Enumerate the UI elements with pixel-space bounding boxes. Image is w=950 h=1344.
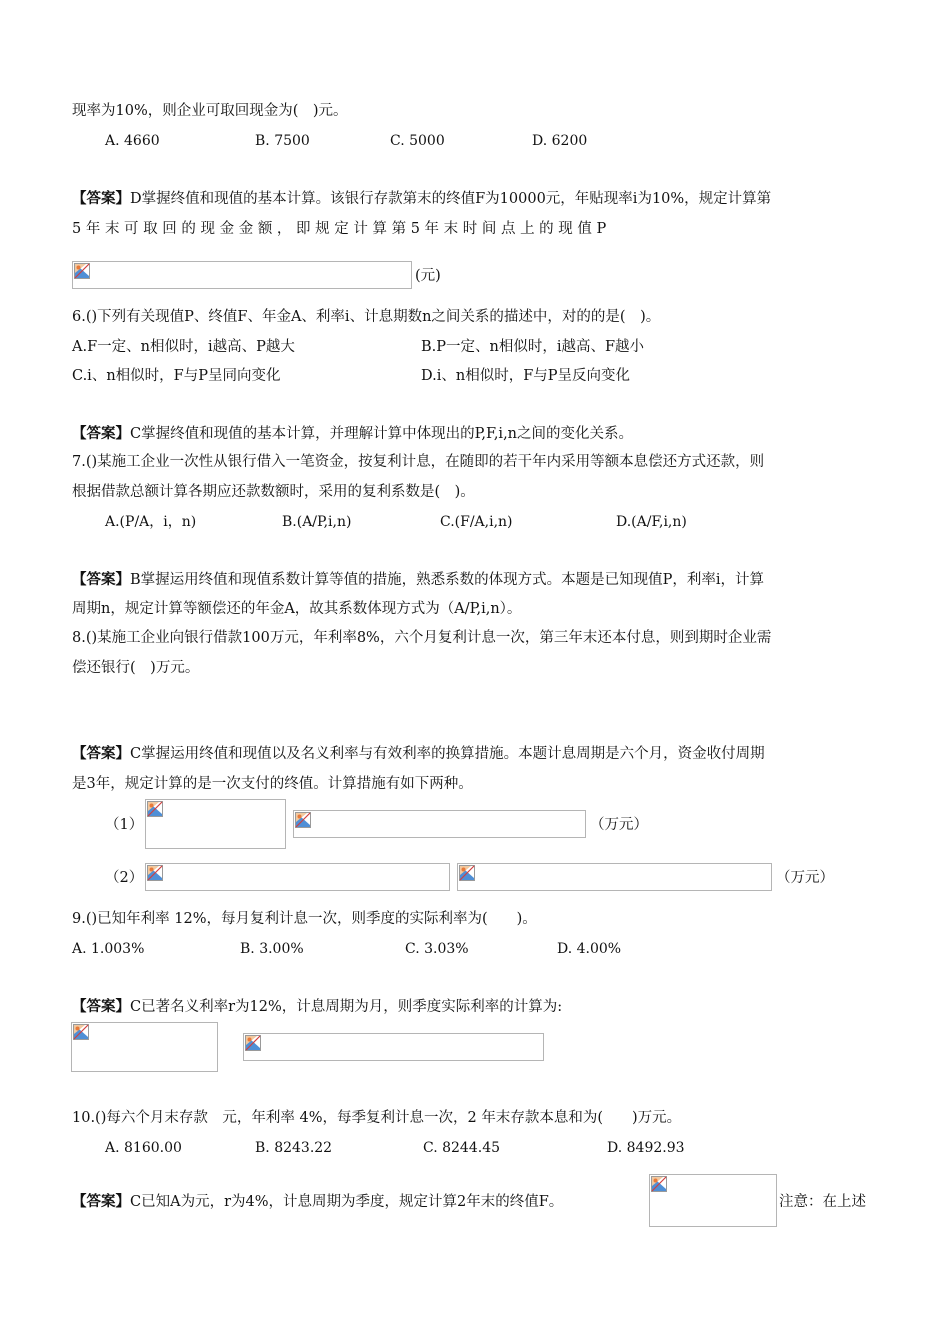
answer-tag: 【答案】 — [72, 425, 130, 442]
q6-option-c: C.i、n相似时，F与P呈同向变化 — [72, 368, 281, 384]
answer10-text: C已知A为元，r为4%，计息周期为季度，规定计算2年末的终值F。 — [130, 1194, 564, 1210]
q9-option-b: B. 3.00% — [240, 941, 304, 957]
answer-tag: 【答案】 — [72, 745, 130, 762]
q9-option-d: D. 4.00% — [557, 941, 622, 957]
answer10-tail: 注意：在上述 — [779, 1194, 866, 1210]
q6-option-b: B.P一定、n相似时，i越高、F越小 — [421, 339, 645, 355]
broken-image-icon — [73, 1024, 89, 1040]
question7-line1: 7.()某施工企业一次性从银行借入一笔资金，按复利计息，在随即的若干年内采用等额本息偿还方式还款，则 — [72, 454, 765, 470]
q9-option-c: C. 3.03% — [405, 941, 469, 957]
answer-tag: 【答案】 — [72, 1193, 130, 1210]
answer8-text: C掌握运用终值和现值以及名义利率与有效利率的换算措施。本题计息周期是六个月，资金收付周期 — [130, 746, 765, 762]
q10-option-a: A. 8160.00 — [105, 1140, 182, 1156]
answer7 — [72, 570, 764, 590]
q6-option-a: A.F一定、n相似时，i越高、P越大 — [72, 339, 295, 355]
q10-option-c: C. 8244.45 — [423, 1140, 501, 1156]
answer5-text: D掌握终值和现值的基本计算。该银行存款第末的终值F为10000元，年贴现率i为10%，规定计算第 — [130, 191, 772, 207]
broken-image-icon — [74, 263, 90, 279]
method2-unit: （万元） — [776, 870, 834, 886]
broken-image-icon — [147, 865, 163, 881]
broken-image-icon — [245, 1035, 261, 1051]
q10-option-b: B. 8243.22 — [255, 1140, 333, 1156]
answer6-text: C掌握终值和现值的基本计算，并理解计算中体现出的P,F,i,n之间的变化关系。 — [130, 426, 634, 442]
formula-image — [145, 799, 286, 849]
question6: 6.()下列有关现值P、终值F、年金A、利率i、计息期数n之间关系的描述中，对的的是( )。 — [72, 309, 661, 325]
answer9-text: C已著名义利率r为12%，计息周期为月，则季度实际利率的计算为: — [130, 999, 563, 1015]
question8-line1: 8.()某施工企业向银行借款100万元，年利率8%，六个月复利计息一次，第三年末还本付息，则到期时企业需 — [72, 630, 772, 646]
answer10 — [72, 1192, 563, 1212]
method2-label: （2） — [105, 870, 144, 886]
answer9 — [72, 997, 562, 1017]
question10: 10.()每六个月末存款 元，年利率 4%，每季复利计息一次，2 年末存款本息和为( )万元。 — [72, 1110, 682, 1126]
method1-unit: （万元） — [590, 817, 648, 833]
formula-image — [72, 261, 412, 289]
q7-option-b: B.(A/P,i,n) — [282, 514, 352, 530]
q7-option-d: D.(A/F,i,n) — [616, 514, 687, 530]
formula-image — [293, 810, 586, 838]
formula-image — [649, 1174, 777, 1227]
answer-tag: 【答案】 — [72, 190, 130, 207]
broken-image-icon — [459, 865, 475, 881]
formula-image — [457, 863, 772, 891]
q5-option-b: B. 7500 — [255, 133, 310, 149]
q7-option-a: A.(P/A，i，n) — [105, 514, 197, 530]
q9-option-a: A. 1.003% — [72, 941, 145, 957]
question9: 9.()已知年利率 12%，每月复利计息一次，则季度的实际利率为( )。 — [72, 911, 537, 927]
question8-line2: 偿还银行( )万元。 — [72, 660, 200, 676]
broken-image-icon — [147, 801, 163, 817]
method1-label: （1） — [105, 817, 144, 833]
q7-option-c: C.(F/A,i,n) — [440, 514, 513, 530]
q5-option-a: A. 4660 — [105, 133, 160, 149]
q6-option-d: D.i、n相似时，F与P呈反向变化 — [421, 368, 631, 384]
answer7-text: B掌握运用终值和现值系数计算等值的措施，熟悉系数的体现方式。本题是已知现值P，利率i，计算 — [130, 572, 765, 588]
answer-tag: 【答案】 — [72, 571, 130, 588]
answer5-unit: (元) — [415, 268, 441, 284]
question5-tail: 现率为10%，则企业可取回现金为( )元。 — [72, 103, 348, 119]
answer5 — [72, 189, 771, 209]
answer5-line2: 5 年 末 可 取 回 的 现 金 金 额 ， 即 规 定 计 算 第 5 年 末 时 间 点 上 的 现 值 P — [72, 221, 607, 237]
answer8 — [72, 744, 765, 764]
broken-image-icon — [295, 812, 311, 828]
q5-option-c: C. 5000 — [390, 133, 445, 149]
answer8-line2: 是3年，规定计算的是一次支付的终值。计算措施有如下两种。 — [72, 776, 473, 792]
formula-image — [71, 1022, 218, 1072]
answer6 — [72, 424, 633, 444]
formula-image — [145, 863, 450, 891]
answer-tag: 【答案】 — [72, 998, 130, 1015]
broken-image-icon — [651, 1176, 667, 1192]
q10-option-d: D. 8492.93 — [607, 1140, 685, 1156]
answer7-line2: 周期n，规定计算等额偿还的年金A，故其系数体现方式为（A/P,i,n）。 — [72, 601, 522, 617]
formula-image — [243, 1033, 544, 1061]
question7-line2: 根据借款总额计算各期应还款数额时，采用的复利系数是( )。 — [72, 484, 475, 500]
q5-option-d: D. 6200 — [532, 133, 588, 149]
